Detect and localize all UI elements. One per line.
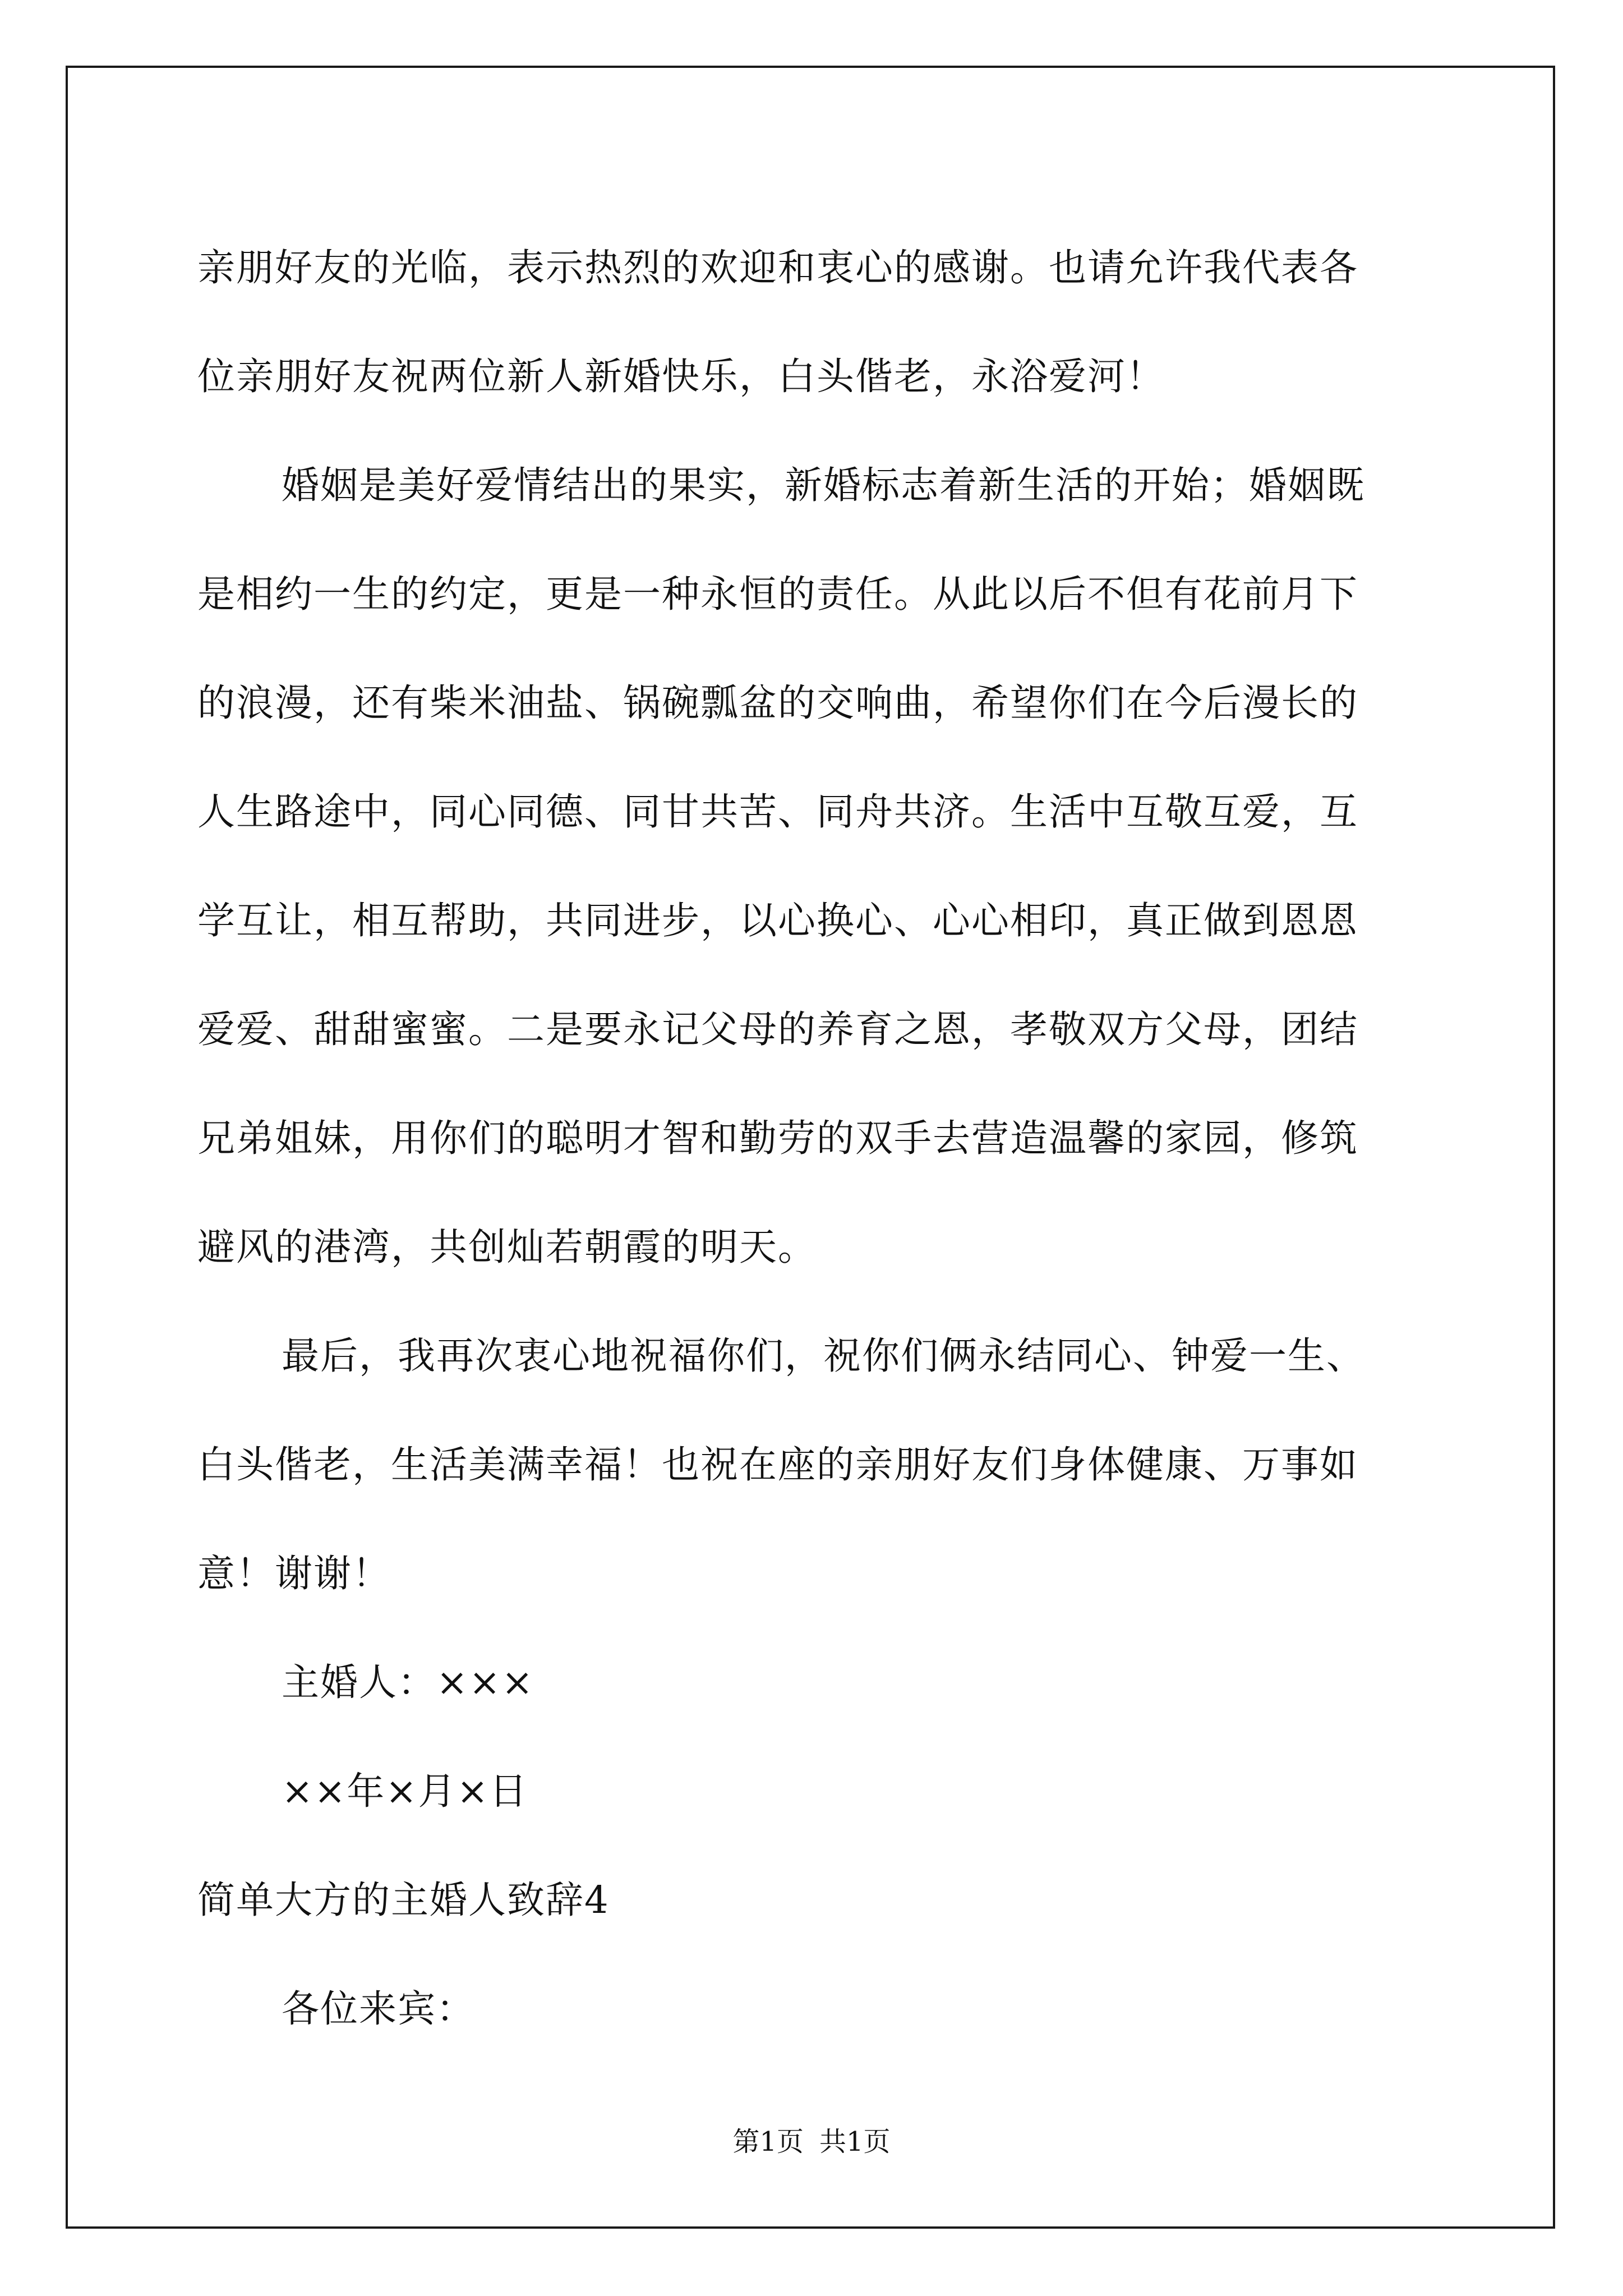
date-line: ××年×月×日 (282, 1769, 528, 1813)
body-line: 位亲朋好友祝两位新人新婚快乐，白头偕老，永浴爱河！ (197, 355, 1165, 398)
body-line: 爱爱、甜甜蜜蜜。二是要永记父母的养育之恩，孝敬双方父母，团结 (197, 1007, 1358, 1051)
paragraph-start-line: 最后，我再次衷心地祝福你们，祝你们俩永结同心、钟爱一生、 (282, 1334, 1365, 1378)
paragraph-start-line: 婚姻是美好爱情结出的果实，新婚标志着新生活的开始；婚姻既 (282, 463, 1365, 507)
document-body (197, 213, 1431, 2063)
page-total: 共1页 (819, 2126, 891, 2157)
body-line: 学互让，相互帮助，共同进步，以心换心、心心相印，真正做到恩恩 (197, 899, 1358, 942)
body-line: 意！谢谢！ (197, 1552, 391, 1595)
body-line: 亲朋好友的光临，表示热烈的欢迎和衷心的感谢。也请允许我代表各 (197, 246, 1358, 289)
page-number: 第1页 (732, 2126, 804, 2157)
body-line: 是相约一生的约定，更是一种永恒的责任。从此以后不但有花前月下 (197, 572, 1358, 616)
signature-line: 主婚人：××× (282, 1660, 534, 1704)
salutation-line: 各位来宾： (282, 1987, 475, 2031)
page-footer (0, 2125, 1623, 2159)
body-line: 人生路途中，同心同德、同甘共苦、同舟共济。生活中互敬互爱，互 (197, 790, 1358, 834)
body-line: 的浪漫，还有柴米油盐、锅碗瓢盆的交响曲，希望你们在今后漫长的 (197, 681, 1358, 725)
body-line: 避风的港湾，共创灿若朝霞的明天。 (197, 1225, 817, 1269)
body-line: 白头偕老，生活美满幸福！也祝在座的亲朋好友们身体健康、万事如 (197, 1443, 1358, 1487)
body-line: 兄弟姐妹，用你们的聪明才智和勤劳的双手去营造温馨的家园，修筑 (197, 1116, 1358, 1160)
section-heading: 简单大方的主婚人致辞4 (197, 1878, 610, 1922)
